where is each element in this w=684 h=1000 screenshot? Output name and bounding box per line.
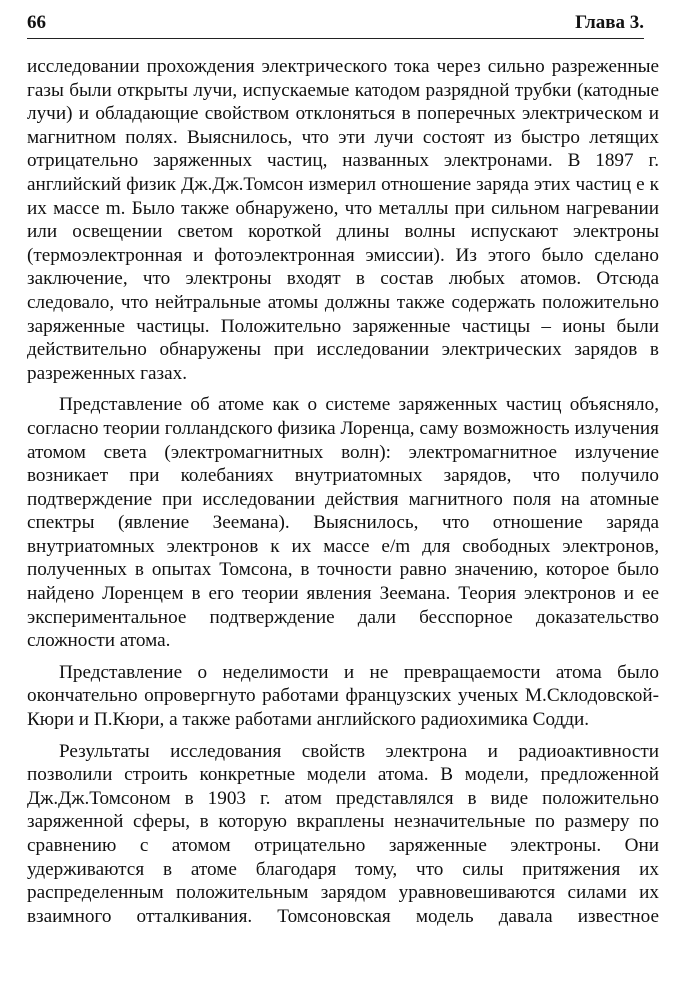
chapter-title: Глава 3. [575,12,644,33]
page-number: 66 [27,12,46,33]
paragraph-1: исследовании прохождения электрического тока через сильно разреженные газы были открыты лучи, испускаемые катодом разрядной трубки (катодные лучи) и обладающие свойством отклоняться в поперечных электрическом и магнитном полях. Выяснилось, что эти лучи состоят из быстро летящих отрицательно заряженных частиц, названных электронами. В 1897 г. английский физик Дж.Дж.Томсон измерил отношение заряда этих частиц e к их массе m. Было также обнаружено, что металлы при сильном нагревании или освещении светом короткой длины волны испускают электроны (термоэлектронная и фотоэлектронная эмиссии). Из этого было сделано заключение, что электроны входят в состав любых атомов. Отсюда следовало, что нейтральные атомы должны также содержать положительно заряженные частицы. Положительно заряженные частицы – ионы были действительно обнаружены при исследовании электрических зарядов в разреженных газах. [27,56,659,384]
paragraph-3: Представление о неделимости и не превращаемости атома было окончательно опровергнуто работами французских ученых М.Склодовской-Кюри и П.Кюри, а также работами английского радиохимика Содди. [27,661,659,731]
page-header [27,8,644,39]
paragraph-4: Результаты исследования свойств электрона и радиоактивности позволили строить конкретные модели атома. В модели, предложенной Дж.Дж.Томсоном в 1903 г. атом представлялся в виде положительно заряженной сферы, в которую вкраплены незначительные по размеру по сравнению с атомом отрицательно заряженные электроны. Они удерживаются в атоме благодаря тому, что силы притяжения их распределенным положительным зарядом уравновешиваются силами их взаимного отталкивания. Томсоновская модель давала известное [27,740,659,927]
paragraph-2: Представление об атоме как о системе заряженных частиц объясняло, согласно теории голландского физика Лоренца, саму возможность излучения атомом света (электромагнитных волн): электромагнитное излучение возникает при колебаниях внутриатомных зарядов, что получило подтверждение при исследовании действия магнитного поля на атомные спектры (явление Зеемана). Выяснилось, что отношение заряда внутриатомных электронов к их массе e/m для свободных электронов, полученных в опытах Томсона, в точности равно значению, которое было найдено Лоренцем в его теории явления Зеемана. Теория электронов и ее экспериментальное подтверждение дали бесспорное доказательство сложности атома. [27,394,659,652]
body-text [27,55,659,936]
